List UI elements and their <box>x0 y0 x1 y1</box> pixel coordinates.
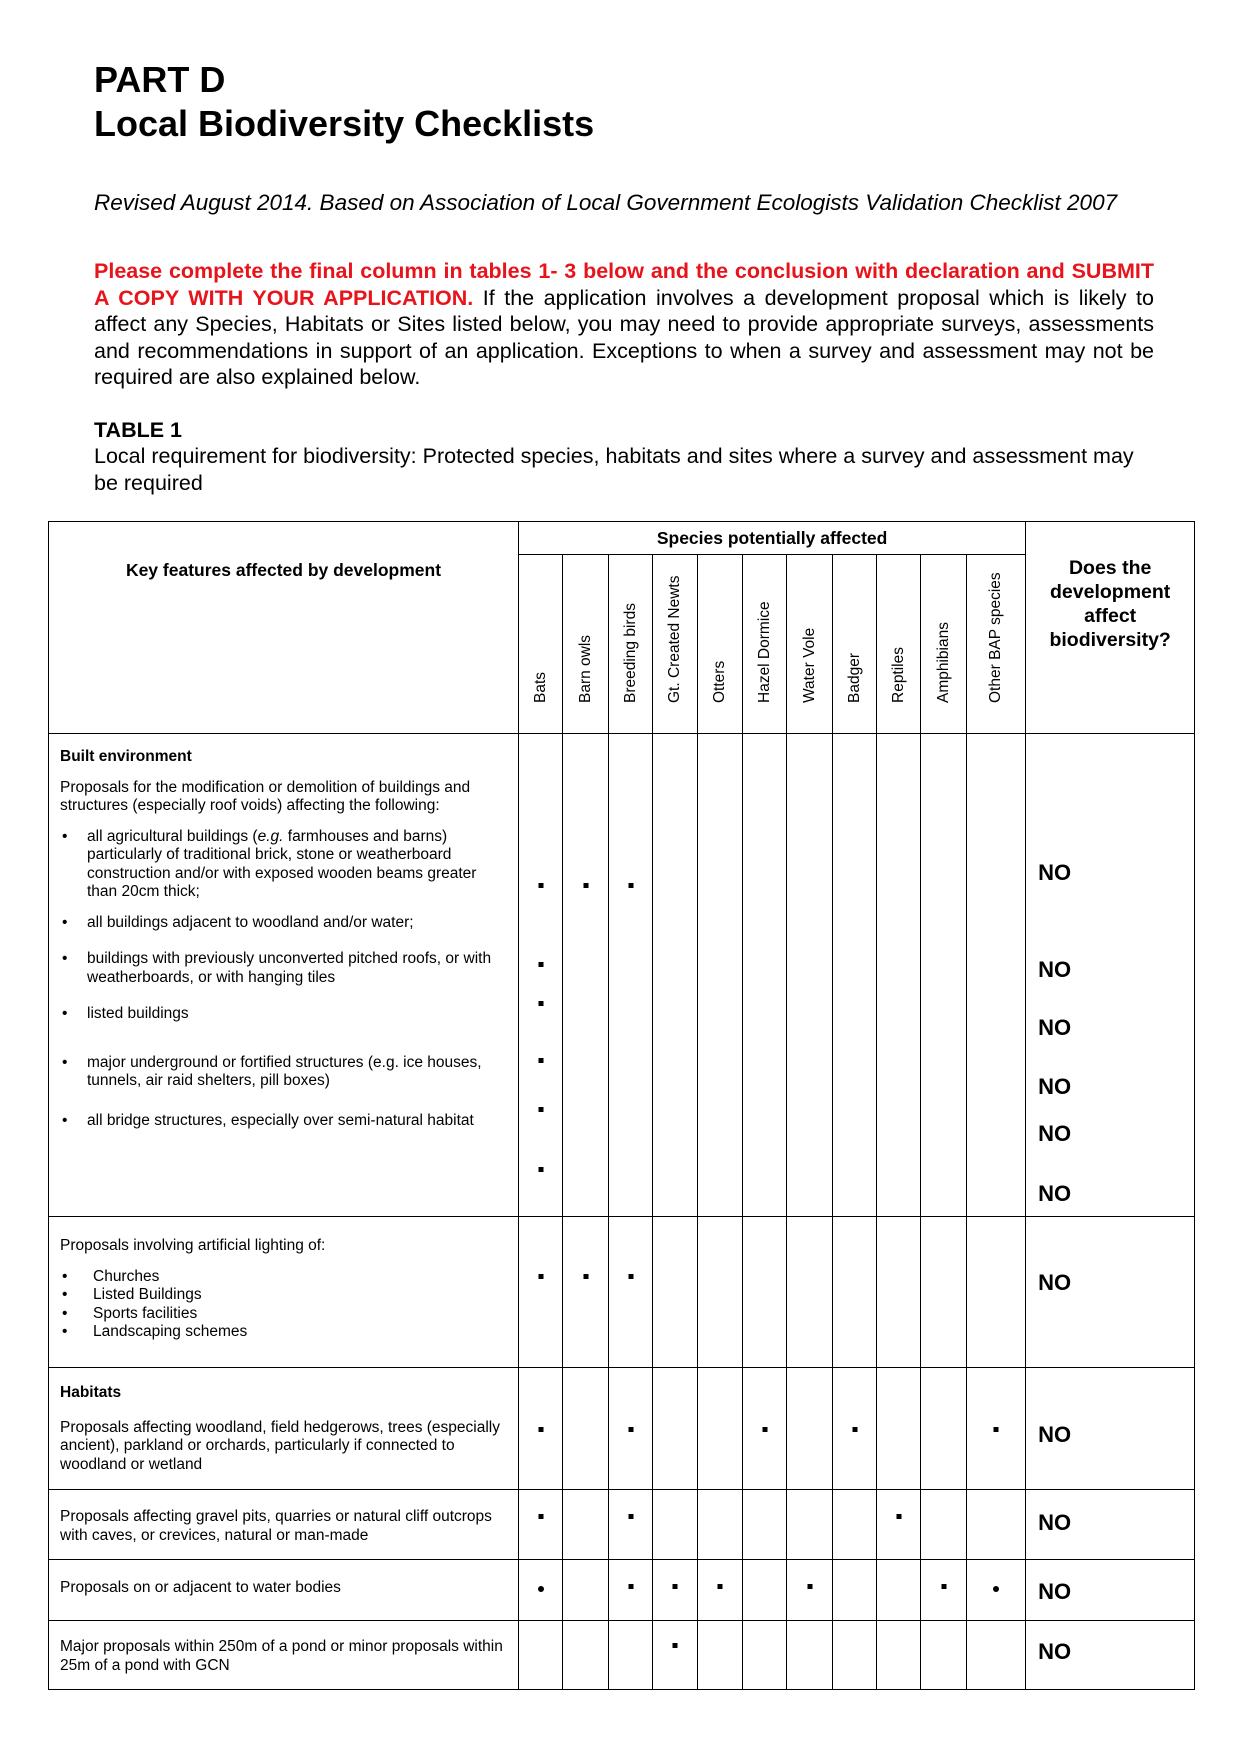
species-header-breeding-birds: Breeding birds <box>609 555 653 734</box>
marker-square-icon <box>628 1514 633 1519</box>
built-environment-list <box>60 828 508 1131</box>
species-header-badger: Badger <box>833 555 877 734</box>
species-header-great-crested-newts: Gt. Created Newts <box>653 555 698 734</box>
table-row-gravel-pits <box>49 1490 1195 1560</box>
artificial-lighting-intro: Proposals involving artificial lighting of: <box>60 1237 326 1254</box>
marker-square-icon <box>628 1427 633 1432</box>
marker-square-icon <box>941 1584 946 1589</box>
species-header-hazel-dormice: Hazel Dormice <box>743 555 787 734</box>
marker-square-icon <box>583 883 588 888</box>
woodland-cell <box>49 1368 519 1490</box>
marker-square-icon <box>538 1167 543 1172</box>
section-title-built-environment: Built environment <box>60 748 192 765</box>
marker-square-icon <box>628 883 633 888</box>
document-title: Local Biodiversity Checklists <box>94 103 595 144</box>
list-item: • buildings with previously unconverted pitched roofs, or with weatherboards, or with hanging tiles <box>60 950 508 987</box>
answer-value: NO <box>1038 1579 1072 1604</box>
marker-square-icon <box>538 1001 543 1006</box>
answer-value: NO <box>1038 1015 1072 1040</box>
list-item: • all agricultural buildings (e.g. farmhouses and barns) particularly of traditional brick, stone or weatherboard construction and/or with exposed wooden beams greater than 20cm thick; <box>60 828 508 902</box>
species-header-other-bap: Other BAP species <box>967 555 1026 734</box>
marker-square-icon <box>538 1107 543 1112</box>
answer-value: NO <box>1038 957 1072 982</box>
species-header-barn-owls: Barn owls <box>563 555 609 734</box>
section-title-habitats: Habitats <box>60 1384 122 1401</box>
answer-cell-gravel-pits[interactable] <box>1026 1490 1195 1560</box>
instructions-emphasis: Please complete the final column in tables 1- 3 below and the conclusion with declaration and SUBMIT A COPY WITH YOUR APPLICATION. <box>94 259 1154 310</box>
mark-cell-bats <box>519 734 563 1217</box>
answer-cell-built-environment[interactable] <box>1026 734 1195 1217</box>
answer-value: NO <box>1038 1639 1072 1664</box>
list-item: • listed buildings <box>60 1005 508 1024</box>
built-environment-cell <box>49 734 519 1217</box>
answer-value: NO <box>1038 1121 1072 1146</box>
marker-dot-icon <box>538 1586 544 1592</box>
list-item: • all buildings adjacent to woodland and/or water; <box>60 914 508 933</box>
column-header-answer: Does the development affect biodiversity? <box>1026 522 1195 734</box>
water-bodies-cell: Proposals on or adjacent to water bodies <box>49 1560 519 1621</box>
built-environment-intro: Proposals for the modification or demolition of buildings and structures (especially roof voids) affecting the following: <box>60 778 471 814</box>
column-header-species: Species potentially affected <box>519 522 1026 555</box>
answer-value: NO <box>1038 1270 1072 1295</box>
marker-square-icon <box>628 1274 633 1279</box>
marker-square-icon <box>718 1584 723 1589</box>
list-item: • Sports facilities <box>60 1305 508 1324</box>
answer-value: NO <box>1038 1510 1072 1535</box>
biodiversity-checklist-table <box>48 521 1195 1690</box>
revision-note: Revised August 2014. Based on Association of Local Government Ecologists Validation Checklist 2007 <box>94 190 1118 215</box>
answer-value: NO <box>1038 1074 1072 1099</box>
marker-square-icon <box>538 1058 543 1063</box>
marker-square-icon <box>538 1514 543 1519</box>
table-row-woodland <box>49 1368 1195 1490</box>
part-label: PART D <box>94 59 226 100</box>
table-description: Local requirement for biodiversity: Protected species, habitats and sites where a survey and assessment may be required <box>94 444 1134 495</box>
gravel-pits-cell: Proposals affecting gravel pits, quarries or natural cliff outcrops with caves, or crevices, natural or man-made <box>49 1490 519 1560</box>
table-row-water-bodies <box>49 1560 1195 1621</box>
marker-square-icon <box>538 1427 543 1432</box>
table-row-built-environment <box>49 734 1195 1217</box>
marker-square-icon <box>673 1643 678 1648</box>
species-header-otters: Otters <box>698 555 743 734</box>
list-item: • all bridge structures, especially over semi-natural habitat <box>60 1112 508 1131</box>
answer-value: NO <box>1038 1422 1072 1447</box>
woodland-text: Proposals affecting woodland, field hedgerows, trees (especially ancient), parkland or orchards, particularly if connected to woodland or wetland <box>60 1418 500 1473</box>
answer-cell-artificial-lighting[interactable] <box>1026 1217 1195 1368</box>
answer-value: NO <box>1038 860 1072 885</box>
species-header-amphibians: Amphibians <box>921 555 967 734</box>
marker-dot-icon <box>993 1586 999 1592</box>
marker-square-icon <box>852 1427 857 1432</box>
table-heading: TABLE 1 <box>94 418 182 442</box>
marker-square-icon <box>538 883 543 888</box>
species-header-water-vole: Water Vole <box>787 555 833 734</box>
table-row-pond-gcn <box>49 1621 1195 1690</box>
mark-cell-breeding-birds <box>609 734 653 1217</box>
pond-gcn-cell: Major proposals within 250m of a pond or minor proposals within 25m of a pond with GCN <box>49 1621 519 1690</box>
answer-value: NO <box>1038 1181 1072 1206</box>
answer-cell-water-bodies[interactable] <box>1026 1560 1195 1621</box>
answer-cell-woodland[interactable] <box>1026 1368 1195 1490</box>
answer-cell-pond-gcn[interactable] <box>1026 1621 1195 1690</box>
mark-cell-barn-owls <box>563 734 609 1217</box>
list-item: • Listed Buildings <box>60 1286 508 1305</box>
artificial-lighting-cell <box>49 1217 519 1368</box>
marker-square-icon <box>538 1274 543 1279</box>
marker-square-icon <box>628 1584 633 1589</box>
table-row-artificial-lighting <box>49 1217 1195 1368</box>
list-item: • Landscaping schemes <box>60 1323 508 1342</box>
marker-square-icon <box>994 1427 999 1432</box>
instructions-body: If the application involves a development proposal which is likely to affect any Species, Habitats or Sites listed below, you may need to provide appropriate surveys, assessments and recommendations in support of an application. Exceptions to when a survey and assessment may not be required are also explained below. <box>94 285 1154 389</box>
marker-square-icon <box>807 1584 812 1589</box>
artificial-lighting-list <box>60 1268 508 1342</box>
species-header-bats: Bats <box>519 555 563 734</box>
marker-square-icon <box>673 1584 678 1589</box>
marker-square-icon <box>538 962 543 967</box>
page-title <box>94 58 594 146</box>
list-item: • Churches <box>60 1268 508 1287</box>
marker-square-icon <box>762 1427 767 1432</box>
instructions-paragraph <box>94 258 1154 391</box>
marker-square-icon <box>896 1514 901 1519</box>
column-header-key-features: Key features affected by development <box>49 522 519 734</box>
marker-square-icon <box>583 1274 588 1279</box>
list-item: • major underground or fortified structures (e.g. ice houses, tunnels, air raid shelters, pill boxes) <box>60 1054 508 1091</box>
species-header-reptiles: Reptiles <box>877 555 921 734</box>
